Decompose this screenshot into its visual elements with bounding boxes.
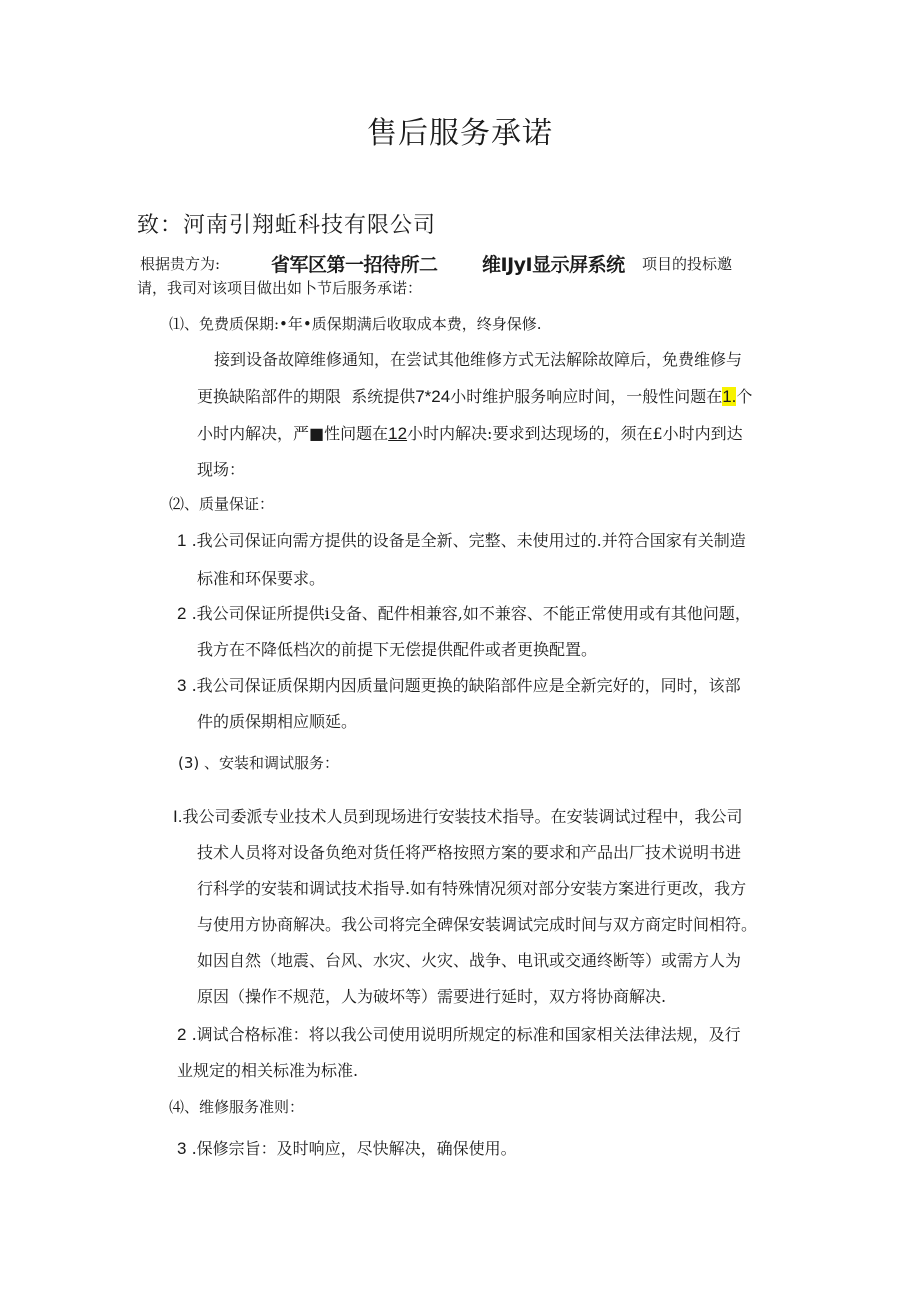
section3-item1-line3: 行科学的安装和调试技术指导.如有特殊情况须对部分安装方案进行更改，我方 [197,879,747,898]
highlight-marker: 1. [722,387,737,406]
intro-project-part1: 省军区第一招待所二 [271,254,438,276]
section2-item1-line2: 标准和环保要求。 [197,569,326,588]
section2-heading: ⑵、质量保证： [169,495,275,513]
section2-item1-line1: 1 .我公司保证向需方提供的设备是全新、完整、未使用过的.并符合国家有关制造 [177,531,746,550]
section3-item1-line1: I.我公司委派专业技术人员到现场进行安装技术指导。在安装调试过程中，我公司 [173,807,743,826]
section2-item3-line2: 件的质保期相应顺延。 [197,712,358,731]
section3-item1-line5: 如因自然（地震、台风、水灾、火灾、战争、电讯或交通终断等）或需方人为 [197,951,742,970]
section3-item1-line2: 技术人员将对设备负绝对货任将严格按照方案的要求和产品出厂技术说明书进 [197,843,742,862]
section2-item2-line1: 2 .我公司保证所提供i殳备、配件相兼容,如不兼容、不能正常使用或有其他问题， [177,604,751,623]
section1-paragraph-line2: 更换缺陷部件的期限 系统提供7*24小时维护服务响应时间，一般性问题在1.个 [197,387,753,406]
recipient-line: 致：河南引翔蚯科技有限公司 [137,213,437,238]
section4-item3: 3 .保修宗旨：及时响应，尽快解决，确保使用。 [177,1139,517,1158]
section3-item2-line2: 业规定的相关标准为标准. [177,1061,359,1080]
intro-prefix: 根据贵方为: [140,255,221,273]
section2-item3-line1: 3 .我公司保证质保期内因质量问题更换的缺陷部件应是全新完好的，同时，该部 [177,676,741,695]
intro-suffix: 项目的投标邀 [642,255,733,273]
section3-item2-line1: 2 .调试合格标准：将以我公司使用说明所规定的标准和国家相关法律法规，及行 [177,1025,741,1044]
section4-heading: ⑷、维修服务准则： [169,1098,305,1116]
section3-heading: (3) 、安装和调试服务： [178,754,340,772]
section1-paragraph-line3: 小时内解决，严■性问题在12小时内解决:要求到达现场的，须在£小时内到达 [197,424,743,443]
section3-item1-line4: 与使用方协商解决。我公司将完全碑保安装调试完成时间与双方商定时间相符。 [197,915,758,934]
section3-item1-line6: 原因（操作不规范，人为破坏等）需要进行延时，双方将协商解决. [197,987,667,1006]
intro-project-part2: 维IJyI显示屏系统 [482,254,625,276]
section1-paragraph-line1: 接到设备故障维修通知，在尝试其他维修方式无法解除故障后，免费维修与 [214,350,743,369]
document-title: 售后服务承诺 [367,116,553,151]
section2-item2-line2: 我方在不降低档次的前提下无偿提供配件或者更换配置。 [197,640,598,659]
section1-heading: ⑴、免费质保期:•年•质保期满后收取成本费，终身保修. [169,315,542,333]
section1-paragraph-line4: 现场： [197,460,246,479]
intro-line2: 请，我司对该项目做出如卜节后服务承诺： [137,279,423,297]
